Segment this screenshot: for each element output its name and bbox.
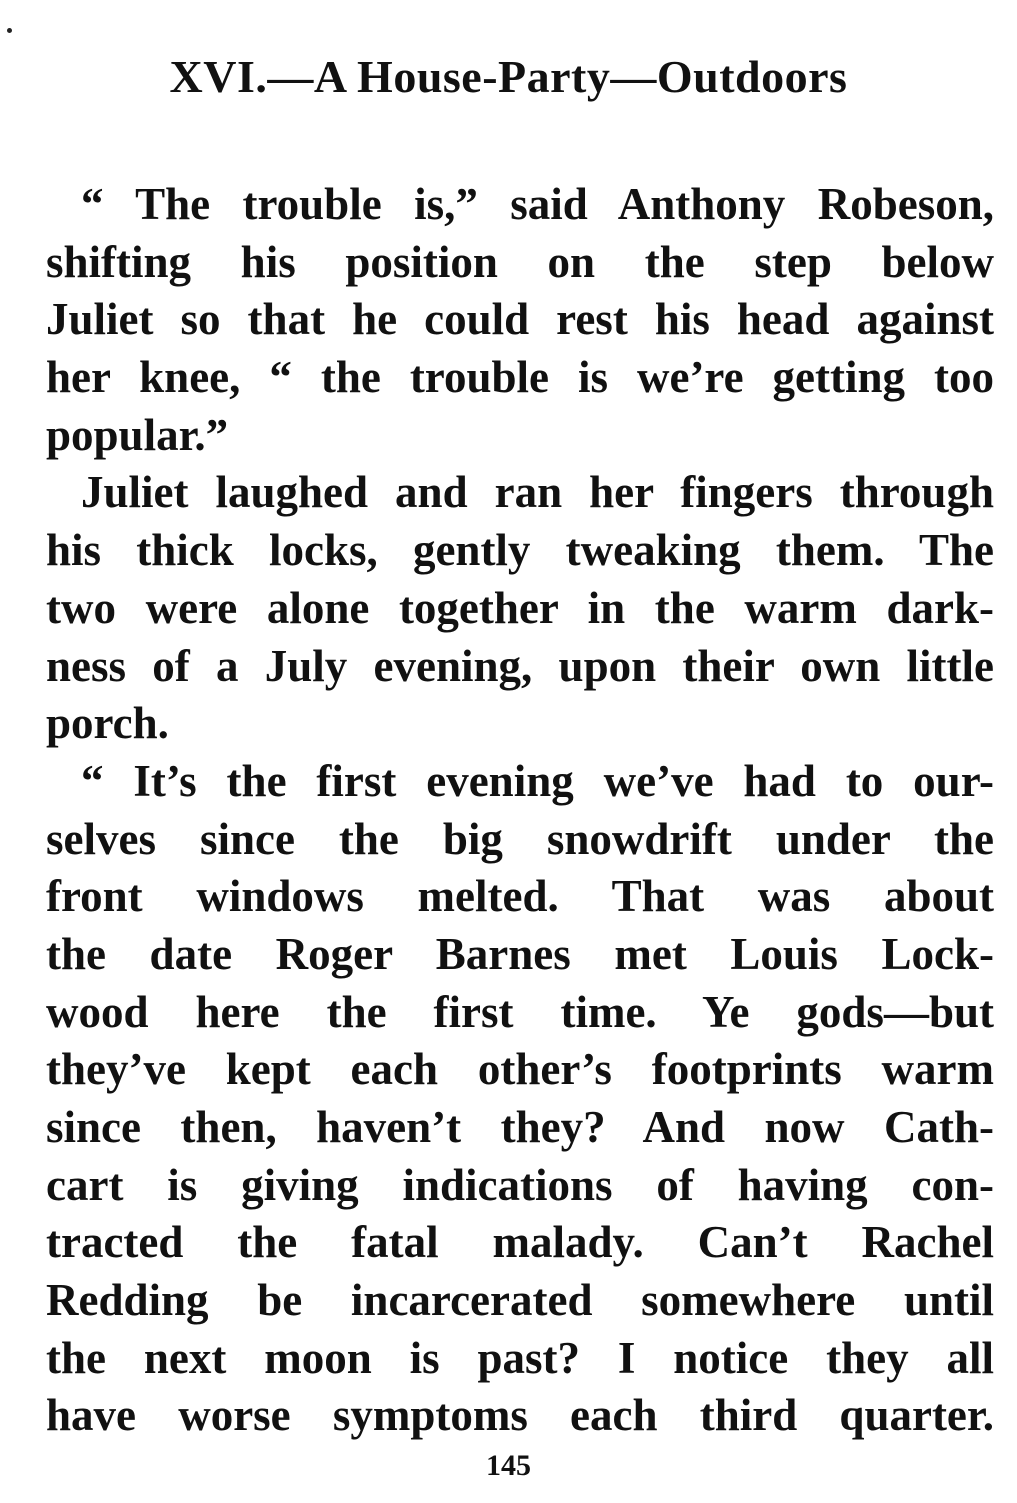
text-line: ness of a July evening, upon their own little	[46, 640, 994, 691]
text-line: Redding be incarcerated somewhere until	[46, 1275, 994, 1326]
text-line: they’ve kept each other’s footprints warm	[46, 1044, 994, 1095]
text-line: cart is giving indications of having con-	[46, 1159, 994, 1210]
text-line: his thick locks, gently tweaking them. The	[46, 525, 994, 576]
text-line: since then, haven’t they? And now Cath-	[46, 1102, 994, 1152]
page-number: 145	[486, 1449, 531, 1482]
text-line: the next moon is past? I notice they all	[46, 1332, 994, 1383]
text-line: front windows melted. That was about	[46, 871, 994, 922]
text-line: her knee, “ the trouble is we’re getting too	[46, 352, 994, 403]
text-line: wood here the first time. Ye gods—but	[46, 986, 994, 1037]
text-line: have worse symptoms each third quarter.	[46, 1390, 994, 1441]
scan-speck	[7, 28, 12, 33]
text-line: popular.”	[46, 409, 229, 460]
text-line: shifting his position on the step below	[46, 236, 994, 287]
text-line: two were alone together in the warm dark-	[46, 582, 994, 633]
text-line: porch.	[46, 698, 169, 749]
text-line: the date Roger Barnes met Louis Lock-	[46, 928, 994, 979]
text-line: “ The trouble is,” said Anthony Robeson,	[81, 179, 994, 229]
body-text	[46, 176, 994, 1445]
text-line: tracted the fatal malady. Can’t Rachel	[46, 1217, 994, 1268]
text-line: Juliet laughed and ran her fingers through	[81, 467, 994, 518]
text-line: selves since the big snowdrift under the	[46, 813, 994, 864]
text-line: Juliet so that he could rest his head against	[46, 294, 994, 345]
chapter-title: XVI.—A House-Party—Outdoors	[169, 51, 848, 102]
text-line: “ It’s the first evening we’ve had to our-	[81, 755, 994, 806]
